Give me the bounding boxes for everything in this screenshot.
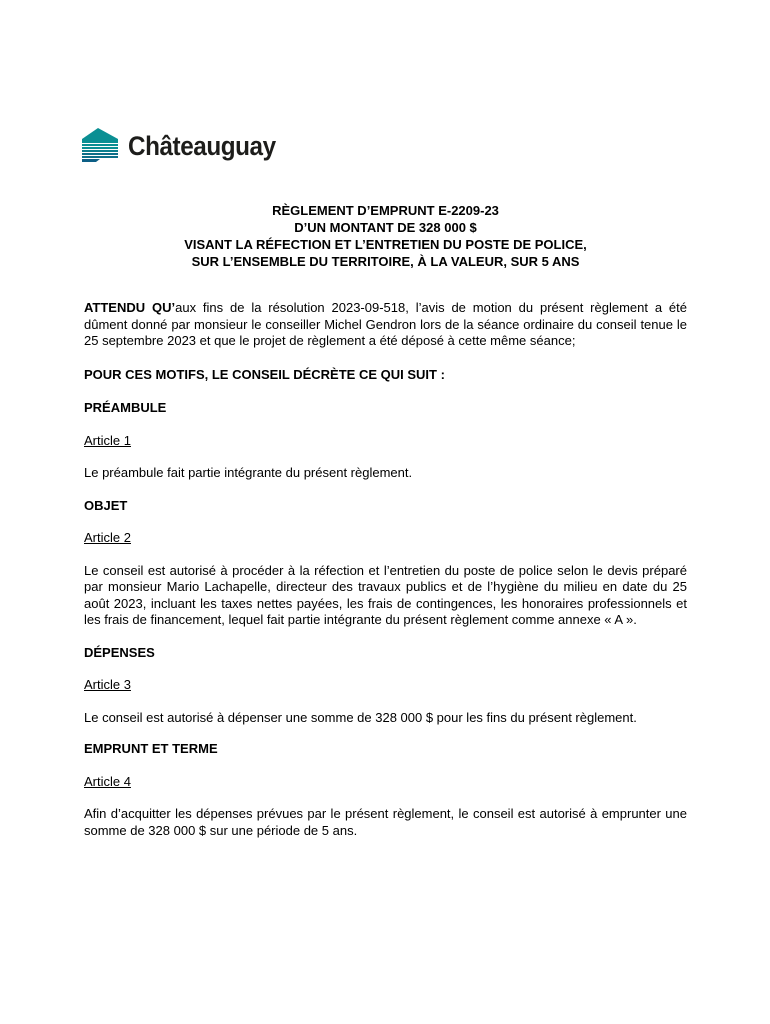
article-label: Article 4 [84,773,131,789]
document-body [84,300,687,839]
section-heading: EMPRUNT ET TERME [84,741,218,756]
article-text: Le préambule fait partie intégrante du présent règlement. [84,465,413,480]
section-heading: DÉPENSES [84,644,155,660]
article-label: Article 3 [84,677,131,692]
document-title [84,202,687,270]
article-label: Article 2 [84,530,131,545]
title-line-1: RÈGLEMENT D’EMPRUNT E-2209-23 [272,203,499,218]
title-line-4: SUR L’ENSEMBLE DU TERRITOIRE, À LA VALEUR, SUR 5 ANS [191,254,580,269]
attendu-paragraph [84,300,687,350]
logo-wordmark: Châteauguay [128,130,276,161]
attendu-lead: ATTENDU QU’ [84,300,176,315]
title-line-3: VISANT LA RÉFECTION ET L’ENTRETIEN DU POSTE DE POLICE, [184,237,587,252]
article-label: Article 1 [84,432,131,448]
article-text: Le conseil est autorisé à procéder à la réfection et l’entretien du poste de police selon le devis préparé par monsieur Mario Lachapelle, directeur des travaux publics et de l’hygiène du milieu en date du 25 août 2023, incluant les taxes nettes payées, les frais de contingences, les honoraires professionnels et les frais de financement, lequel fait partie intégrante du présent règlement comme annexe « A ». [84,562,687,627]
article-text: Le conseil est autorisé à dépenser une somme de 328 000 $ pour les fins du présent règlement. [84,709,637,725]
chateauguay-logo-icon [82,126,118,166]
section-heading: OBJET [84,497,128,513]
title-line-2: D’UN MONTANT DE 328 000 $ [294,220,477,235]
attendu-text: aux fins de la résolution 2023-09-518, l’avis de motion du présent règlement a été dûment donné par monsieur le conseiller Michel Gendron lors de la séance ordinaire du conseil tenue le 25 septembre 2023 et que le projet de règlement a été déposé à cette même séance; [84,300,687,348]
section-heading: PRÉAMBULE [84,400,167,415]
chateauguay-logo [82,126,292,166]
article-text: Afin d’acquitter les dépenses prévues par le présent règlement, le conseil est autorisé à emprunter une somme de 328 000 $ sur une période de 5 ans. [84,806,687,838]
motifs-heading: POUR CES MOTIFS, LE CONSEIL DÉCRÈTE CE QUI SUIT : [84,366,445,382]
